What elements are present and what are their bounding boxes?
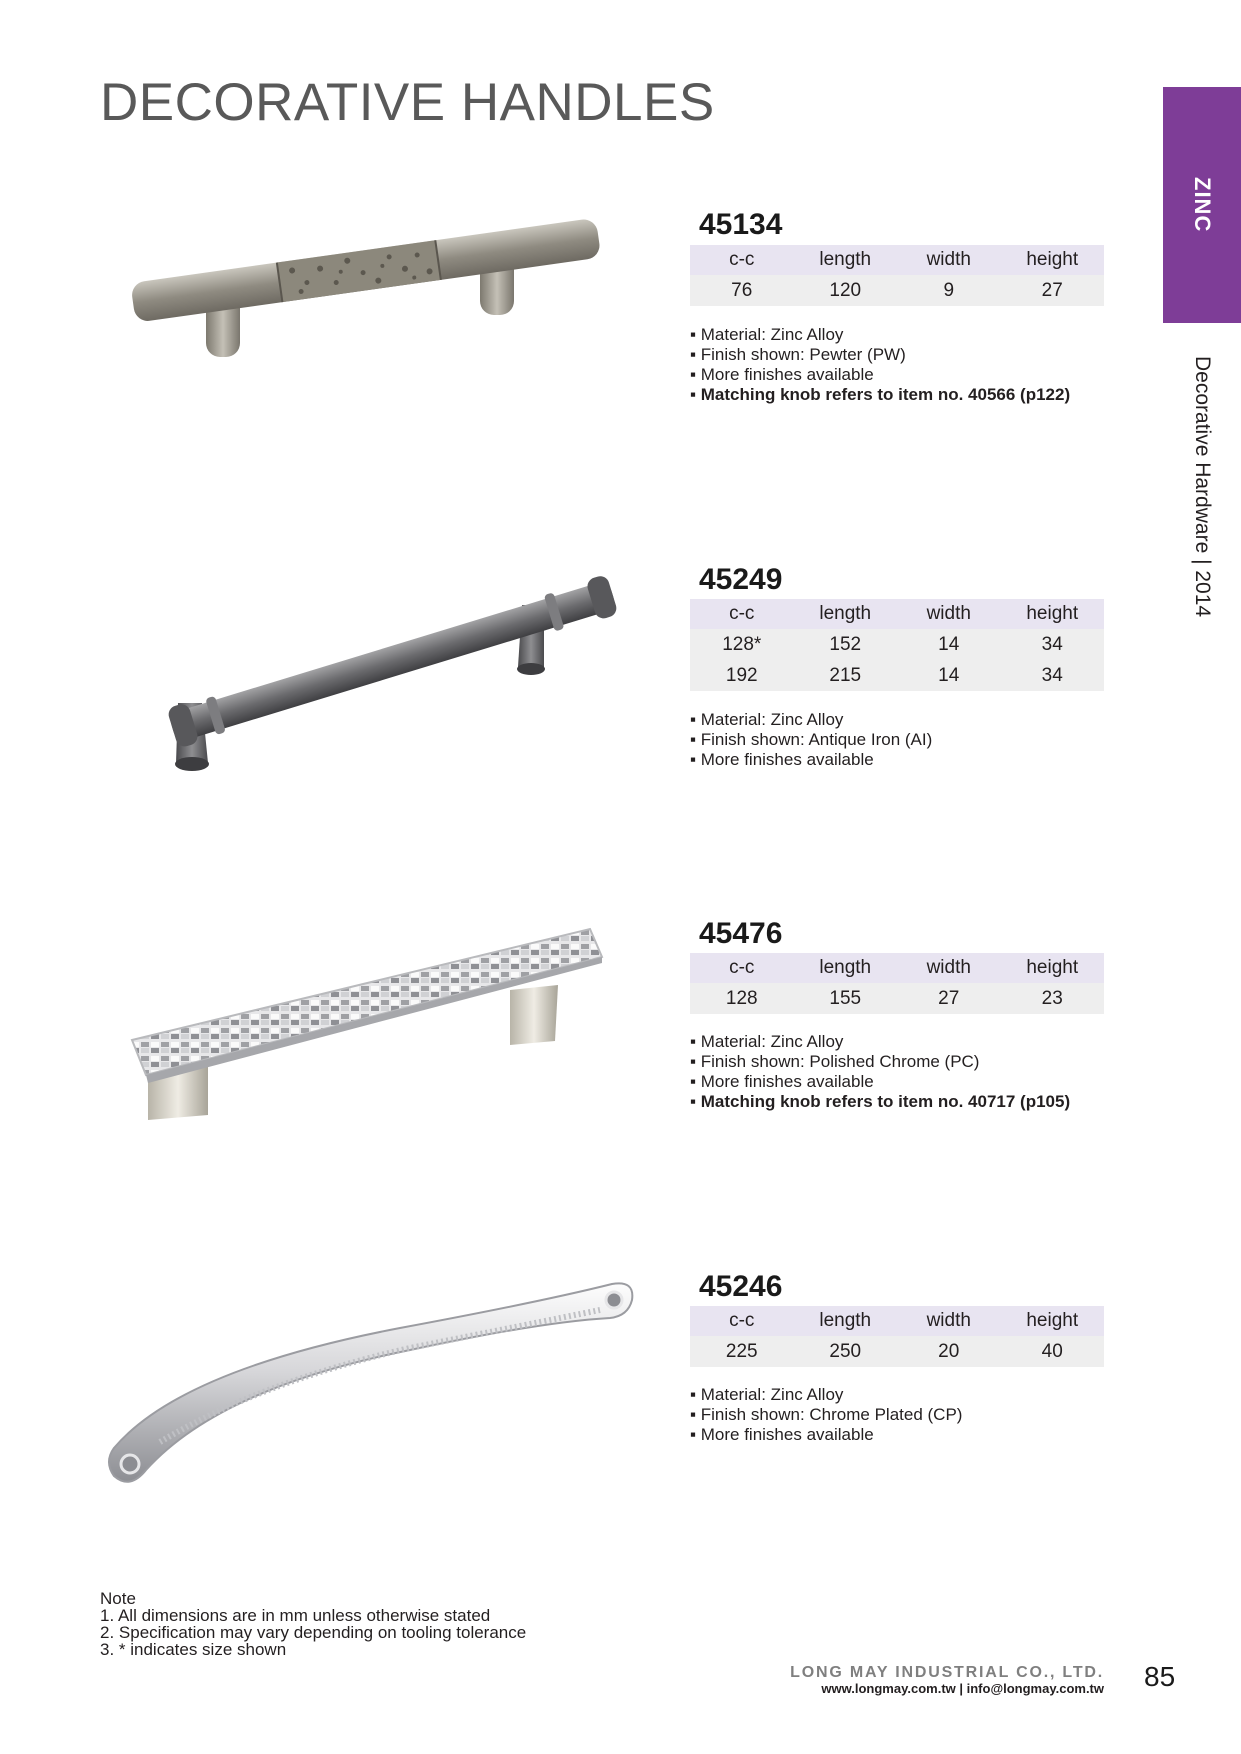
column-header-cc: c-c <box>690 599 794 629</box>
list-item: ▪ Finish shown: Pewter (PW) <box>690 345 1070 365</box>
cell-cc: 76 <box>690 275 794 306</box>
cell-height: 34 <box>1001 660 1105 691</box>
table-row <box>690 275 1104 306</box>
column-header-height: height <box>1001 1306 1105 1336</box>
column-header-width: width <box>897 1306 1001 1336</box>
list-item: ▪ Finish shown: Antique Iron (AI) <box>690 730 932 750</box>
spec-table <box>690 953 1104 1014</box>
cell-cc: 225 <box>690 1336 794 1367</box>
footnote-line: 2. Specification may vary depending on tooling tolerance <box>100 1623 527 1642</box>
cell-length: 215 <box>794 660 898 691</box>
table-row <box>690 660 1104 691</box>
cell-width: 14 <box>897 660 1001 691</box>
cell-width: 9 <box>897 275 1001 306</box>
footnote <box>100 1590 526 1658</box>
company-name: LONG MAY INDUSTRIAL CO., LTD. <box>790 1664 1104 1681</box>
item-number: 45476 <box>699 917 783 950</box>
page-title: DECORATIVE HANDLES <box>100 73 715 132</box>
cell-length: 250 <box>794 1336 898 1367</box>
spec-table <box>690 599 1104 691</box>
cell-length: 152 <box>794 629 898 660</box>
cell-width: 14 <box>897 629 1001 660</box>
product-notes <box>690 1385 962 1445</box>
product-notes <box>690 1032 1070 1112</box>
item-number: 45134 <box>699 208 783 241</box>
cell-height: 23 <box>1001 983 1105 1014</box>
column-header-cc: c-c <box>690 1306 794 1336</box>
matching-knob-note: ▪ Matching knob refers to item no. 40566 (p122) <box>690 385 1070 405</box>
footnote-heading: Note <box>100 1589 136 1608</box>
list-item: ▪ More finishes available <box>690 750 932 770</box>
list-item: ▪ Material: Zinc Alloy <box>690 710 932 730</box>
list-item: ▪ Finish shown: Polished Chrome (PC) <box>690 1052 1070 1072</box>
list-item: ▪ More finishes available <box>690 1072 1070 1092</box>
product-notes <box>690 325 1070 405</box>
column-header-height: height <box>1001 245 1105 275</box>
footnote-line: 3. * indicates size shown <box>100 1640 287 1659</box>
list-item: ▪ Material: Zinc Alloy <box>690 1032 1070 1052</box>
column-header-length: length <box>794 599 898 629</box>
cell-height: 40 <box>1001 1336 1105 1367</box>
list-item: ▪ More finishes available <box>690 365 1070 385</box>
cell-height: 34 <box>1001 629 1105 660</box>
list-item: ▪ Finish shown: Chrome Plated (CP) <box>690 1405 962 1425</box>
company-contact: www.longmay.com.tw | info@longmay.com.tw <box>821 1681 1104 1696</box>
handle-45246-image <box>100 1270 650 1530</box>
column-header-height: height <box>1001 953 1105 983</box>
catalog-side-title: Decorative Hardware | 2014 <box>1191 356 1214 618</box>
item-number: 45246 <box>699 1270 783 1303</box>
cell-cc: 192 <box>690 660 794 691</box>
cell-height: 27 <box>1001 275 1105 306</box>
handle-45476-image <box>100 915 650 1175</box>
list-item: ▪ More finishes available <box>690 1425 962 1445</box>
handle-45249-image <box>100 565 650 825</box>
column-header-length: length <box>794 953 898 983</box>
cell-length: 120 <box>794 275 898 306</box>
footnote-line: 1. All dimensions are in mm unless otherwise stated <box>100 1606 491 1625</box>
cell-width: 20 <box>897 1336 1001 1367</box>
column-header-cc: c-c <box>690 953 794 983</box>
list-item: ▪ Material: Zinc Alloy <box>690 325 1070 345</box>
column-header-height: height <box>1001 599 1105 629</box>
cell-cc: 128* <box>690 629 794 660</box>
spec-table <box>690 1306 1104 1367</box>
column-header-width: width <box>897 599 1001 629</box>
table-row <box>690 1336 1104 1367</box>
column-header-cc: c-c <box>690 245 794 275</box>
column-header-width: width <box>897 245 1001 275</box>
matching-knob-note: ▪ Matching knob refers to item no. 40717 (p105) <box>690 1092 1070 1112</box>
list-item: ▪ Material: Zinc Alloy <box>690 1385 962 1405</box>
section-tab-label: ZINC <box>1190 177 1215 233</box>
spec-table <box>690 245 1104 306</box>
handle-45134-image <box>100 195 650 455</box>
page-number: 85 <box>1144 1661 1176 1692</box>
cell-cc: 128 <box>690 983 794 1014</box>
column-header-length: length <box>794 245 898 275</box>
table-row <box>690 983 1104 1014</box>
cell-length: 155 <box>794 983 898 1014</box>
table-row <box>690 629 1104 660</box>
column-header-width: width <box>897 953 1001 983</box>
product-notes <box>690 710 932 770</box>
item-number: 45249 <box>699 563 783 596</box>
column-header-length: length <box>794 1306 898 1336</box>
cell-width: 27 <box>897 983 1001 1014</box>
